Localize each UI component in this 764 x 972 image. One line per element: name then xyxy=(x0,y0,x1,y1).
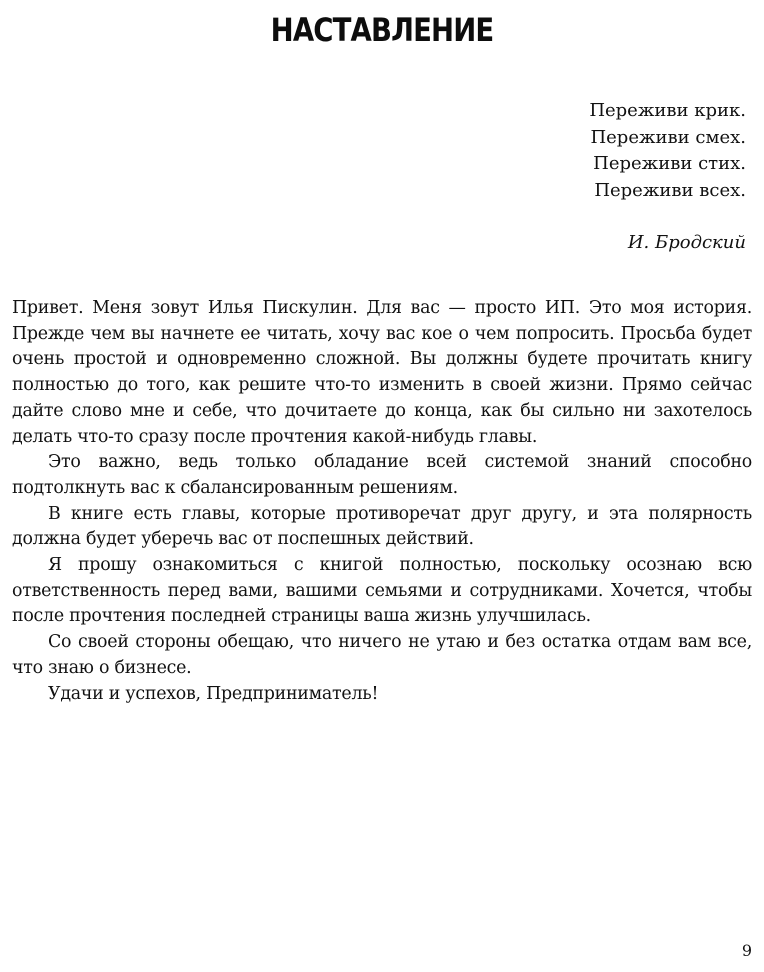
paragraph: Удачи и успехов, Предприниматель! xyxy=(48,683,379,704)
body-text xyxy=(12,296,752,707)
paragraph: Привет. Меня зовут Илья Пискулин. Для вас — просто ИП. Это моя история. Прежде чем вы начнете ее читать, хочу вас кое о чем попросить. Просьба будет очень простой и одновременно сложной. Вы должны будете прочитать книгу полностью до того, как решите что-то изменить в своей жизни. Прямо сейчас дайте слово мне и себе, что дочитаете до конца, как бы сильно ни захотелось делать что-то сразу после прочтения какой-нибудь главы. xyxy=(12,298,752,447)
paragraph: Со своей стороны обещаю, что ничего не утаю и без остатка отдам вам все, что знаю о бизнесе. xyxy=(12,632,752,678)
paragraph: Это важно, ведь только обладание всей системой знаний способно подтолкнуть вас к сбалансированным решениям. xyxy=(12,452,752,498)
epigraph-line: Переживи смех. xyxy=(590,126,746,148)
epigraph xyxy=(386,98,746,257)
page-number: 9 xyxy=(741,941,752,960)
epigraph-line: Переживи всех. xyxy=(594,179,746,201)
paragraph: Я прошу ознакомиться с книгой полностью, поскольку осознаю всю ответственность перед вами, вашими семьями и сотрудниками. Хочется, чтобы после прочтения последней страницы ваша жизнь улучшилась. xyxy=(12,555,752,627)
epigraph-line: Переживи стих. xyxy=(593,153,746,174)
epigraph-author: И. Бродский xyxy=(627,232,746,253)
epigraph-line: Переживи крик. xyxy=(589,100,746,121)
paragraph: В книге есть главы, которые противоречат друг другу, и эта полярность должна будет уберечь вас от поспешных действий. xyxy=(12,503,752,550)
page-title: НАСТАВЛЕНИЕ xyxy=(270,11,494,49)
